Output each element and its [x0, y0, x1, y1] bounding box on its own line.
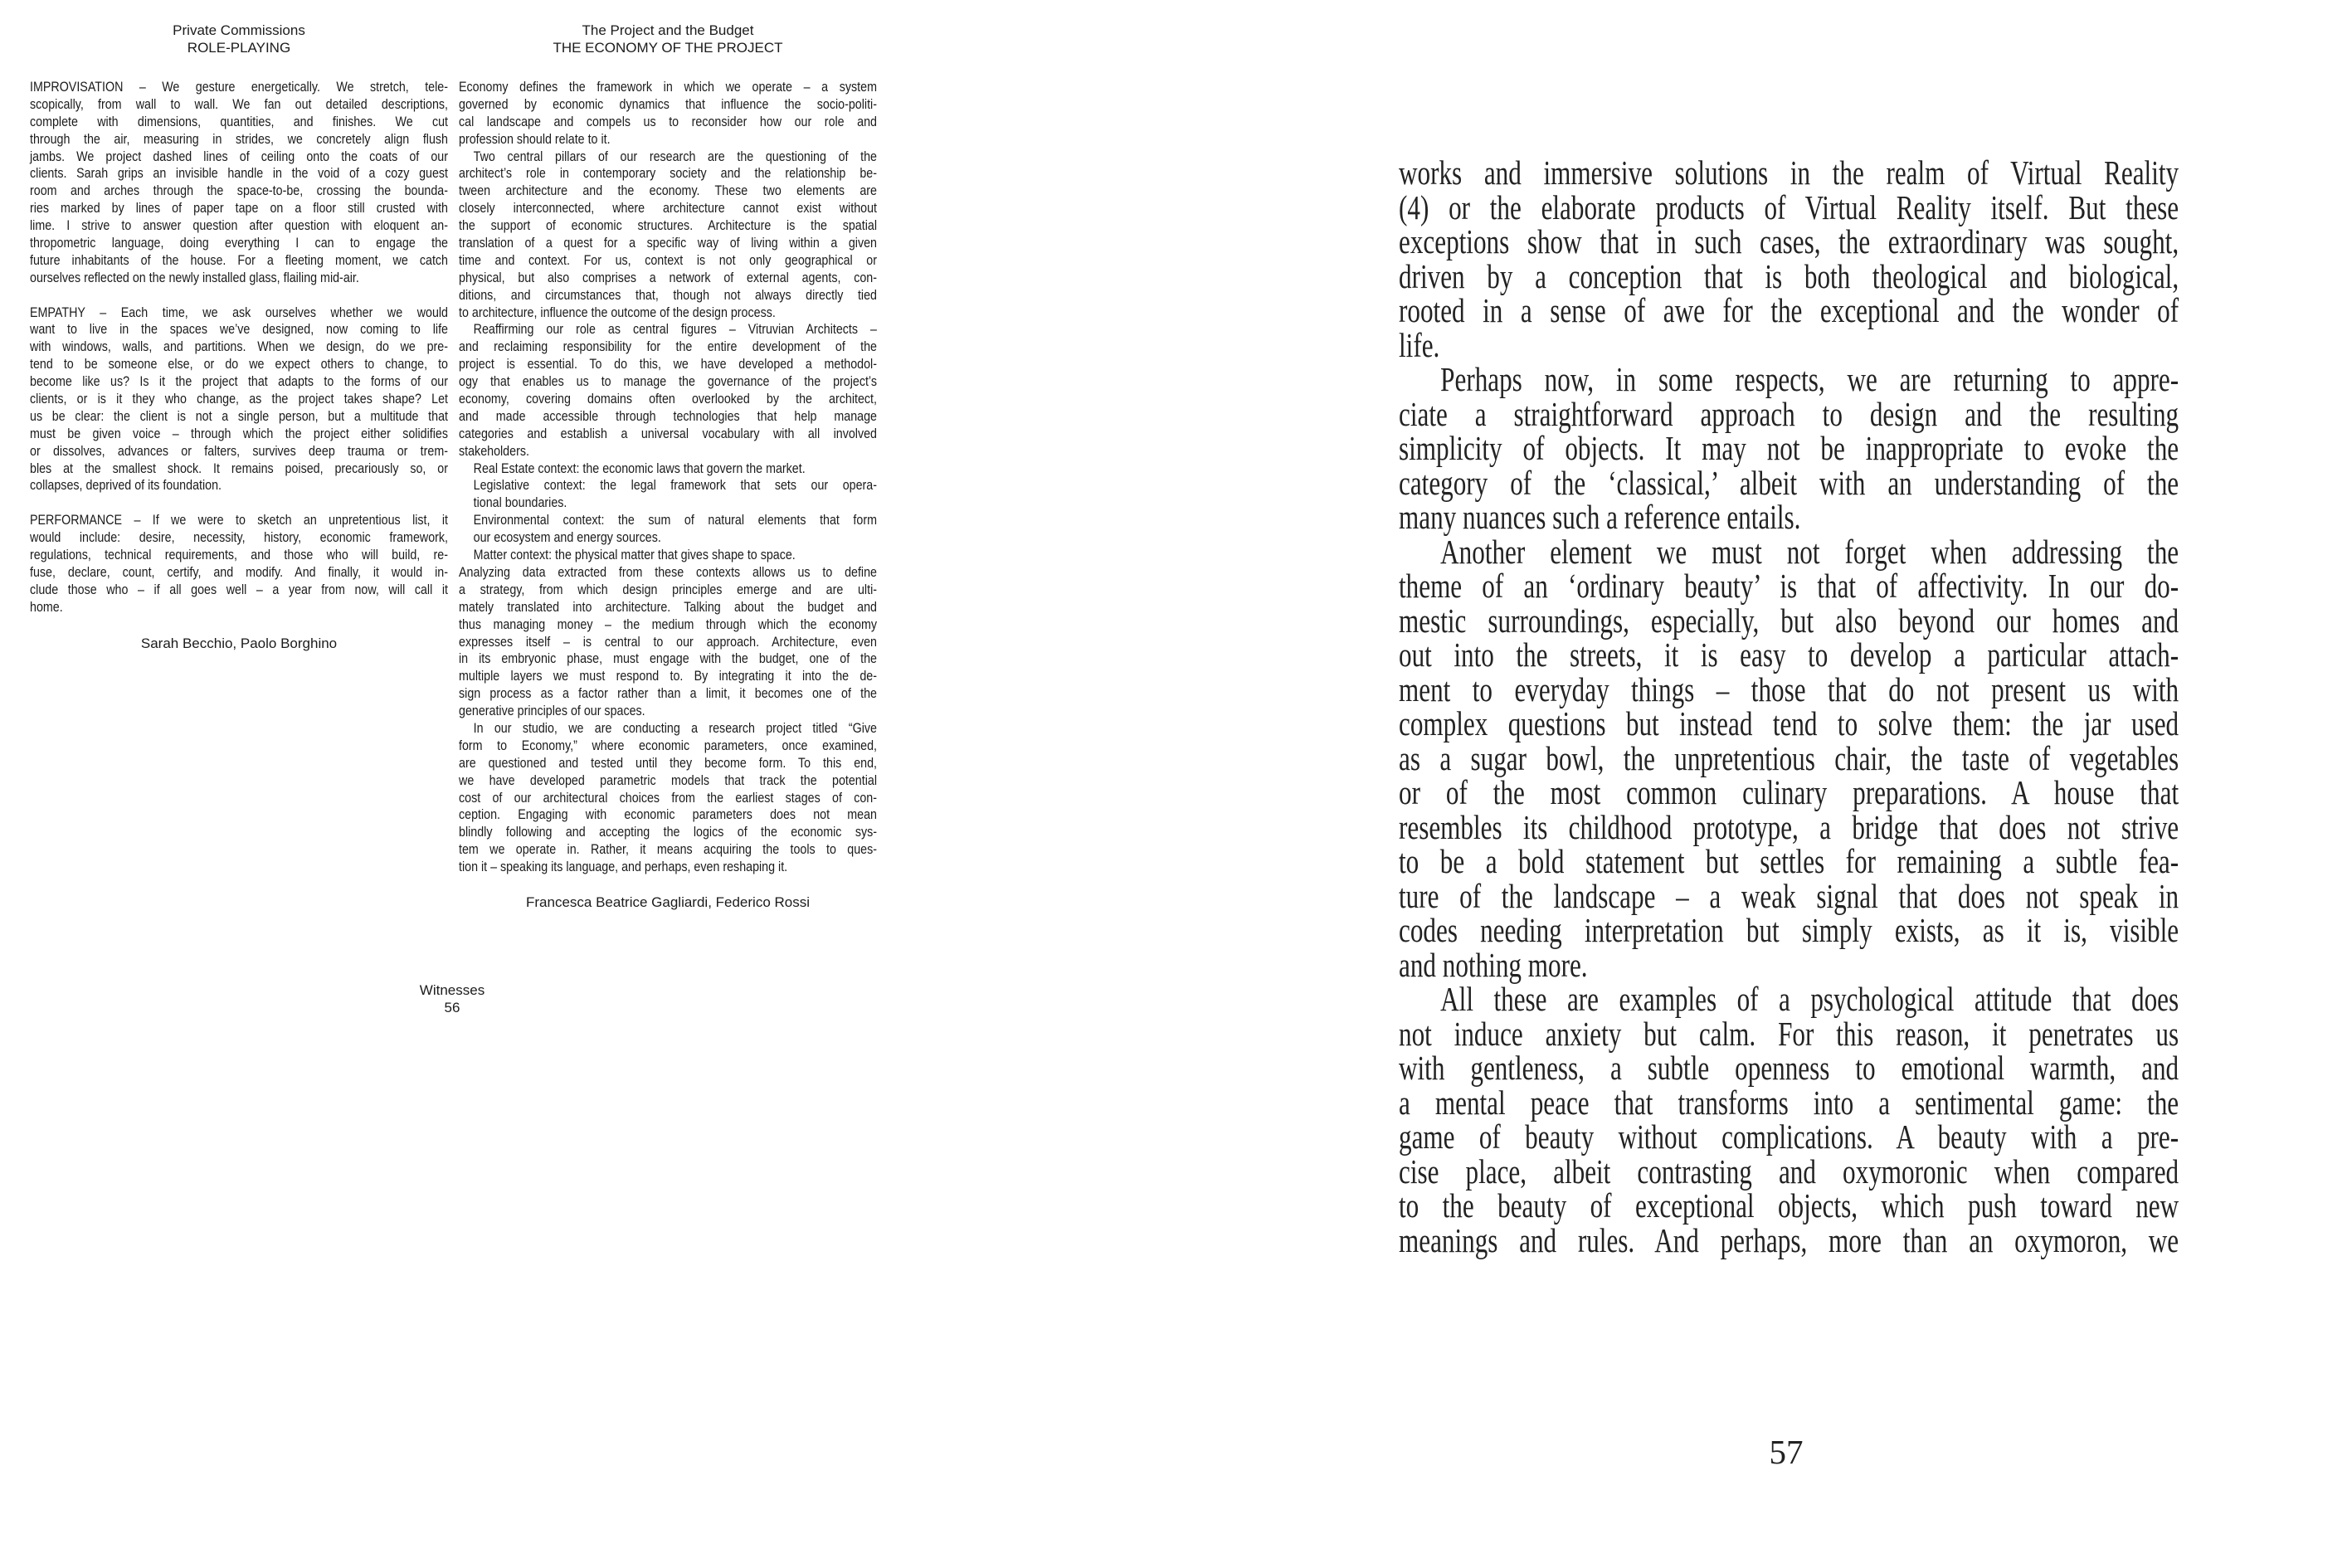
text-line: room and arches through the space-to-be, crossing the bounda- — [30, 183, 448, 199]
text-line: ditions, and circumstances that, though not always directly tied — [459, 286, 877, 303]
text-line: become like us? Is it the project that adapts to the forms of our — [30, 373, 448, 390]
section-header-economy — [459, 22, 877, 57]
paragraph — [30, 304, 448, 495]
text-line: lime. I strive to answer question after question with eloquent an- — [30, 217, 448, 234]
text-line: rooted in a sense of awe for the exceptional and the wonder of — [1399, 291, 2179, 329]
text-line: blindly following and accepting the logics of the economic sys- — [459, 824, 877, 840]
text-line: regulations, technical requirements, and those who will build, re- — [30, 547, 448, 563]
paragraph — [1399, 360, 2179, 536]
text-line: thus managing money – the medium through which the economy — [459, 616, 877, 632]
text-line: physical, but also comprises a network of external agents, con- — [459, 269, 877, 285]
text-line: complete with dimensions, quantities, and finishes. We cut — [30, 113, 448, 129]
text-line: with windows, walls, and partitions. When we design, do we pre- — [30, 338, 448, 355]
text-line: theme of an ‘ordinary beauty’ is that of affectivity. In our do- — [1399, 567, 2179, 605]
text-line: Matter context: the physical matter that gives shape to space. — [473, 547, 796, 563]
text-line: life. — [1399, 325, 1440, 364]
text-line: must be given voice – through which the project either solidifies — [30, 425, 448, 441]
text-line: ment to everyday things – those that do not present us with — [1399, 670, 2179, 709]
section-label: Private Commissions — [173, 22, 305, 38]
text-line: ception. Engaging with economic parameters does not mean — [459, 806, 877, 823]
text-line: tend to be someone else, or do we expect others to change, to — [30, 356, 448, 373]
text-line: Analyzing data extracted from these contexts allows us to define — [459, 563, 877, 580]
text-line: future inhabitants of the house. For a fleeting moment, we catch — [30, 251, 448, 268]
text-line: ture of the landscape – a weak signal that does not speak in — [1399, 876, 2179, 915]
text-line: expresses itself – is central to our approach. Architecture, even — [459, 633, 877, 650]
text-line: works and immersive solutions in the realm of Virtual Reality — [1399, 153, 2179, 192]
article-authors: Francesca Beatrice Gagliardi, Federico Rossi — [525, 894, 811, 910]
text-line: EMPATHY – Each time, we ask ourselves whether we would — [30, 304, 448, 320]
paragraph-spacer — [30, 494, 448, 512]
paragraph — [459, 512, 877, 547]
text-line: collapses, deprived of its foundation. — [30, 477, 222, 494]
text-line: and made accessible through technologies that help manage — [459, 407, 877, 424]
text-line: profession should relate to it. — [459, 130, 611, 147]
text-line: Environmental context: the sum of natural elements that form — [473, 512, 877, 528]
text-line: tem we operate in. Rather, it means acquiring the tools to ques- — [459, 841, 877, 858]
paragraph-spacer — [30, 287, 448, 304]
page-folio-left — [369, 982, 535, 1017]
text-line: to be a bold statement but settles for remaining a subtle fea- — [1399, 842, 2179, 880]
text-line: economy, covering domains often overlooked by the architect, — [459, 391, 877, 407]
text-line: tional boundaries. — [473, 494, 567, 511]
text-line: cise place, albeit contrasting and oxymoronic when compared — [1399, 1152, 2179, 1191]
text-line: cost of our architectural choices from the earliest stages of con- — [459, 789, 877, 806]
text-line: Two central pillars of our research are the questioning of the — [473, 148, 877, 164]
paragraph — [459, 149, 877, 322]
text-line: Perhaps now, in some respects, we are returning to appre- — [1440, 360, 2179, 398]
text-line: categories and establish a universal vocabulary with all involved — [459, 425, 877, 441]
paragraph — [1399, 153, 2179, 364]
text-line: project is essential. To do this, we have developed a methodol- — [459, 356, 877, 373]
text-line: stakeholders. — [459, 442, 529, 459]
paragraph — [459, 477, 877, 512]
text-line: many nuances such a reference entails. — [1399, 498, 1801, 536]
text-line: time and context. For us, context is not only geographical or — [459, 251, 877, 268]
text-line: in its embryonic phase, must engage with the budget, one of the — [459, 650, 877, 667]
text-line: ogy that enables us to manage the governance of the project’s — [459, 373, 877, 390]
paragraph — [459, 564, 877, 720]
text-line: category of the ‘classical,’ albeit with an understanding of the — [1399, 463, 2179, 502]
text-line: codes needing interpretation but simply exists, as it is, visible — [1399, 911, 2179, 949]
text-line: architect’s role in contemporary society and the relationship be- — [459, 165, 877, 182]
text-line: Reaffirming our role as central figures – Vitruvian Architects – — [473, 321, 877, 338]
text-line: scopically, from wall to wall. We fan out detailed descriptions, — [30, 95, 448, 112]
text-line: out into the streets, it is easy to develop a particular attach- — [1399, 635, 2179, 674]
text-line: home. — [30, 598, 63, 615]
text-line: the support of economic structures. Architecture is the spatial — [459, 217, 877, 234]
text-line: game of beauty without complications. A beauty with a pre- — [1399, 1118, 2179, 1156]
text-line: IMPROVISATION – We gesture energetically. We stretch, tele- — [30, 79, 448, 95]
page-number: 57 — [1769, 1433, 1804, 1471]
text-line: governed by economic dynamics that influence the socio-politi- — [459, 95, 877, 112]
text-line: and reclaiming responsibility for the entire development of the — [459, 338, 877, 355]
text-line: clients. Sarah grips an invisible handle in the void of a cozy guest — [30, 165, 448, 182]
text-line: a mental peace that transforms into a sentimental game: the — [1399, 1083, 2179, 1122]
text-line: we have developed parametric models that track the potential — [459, 772, 877, 788]
text-line: would include: desire, necessity, history, economic framework, — [30, 529, 448, 546]
essay-body — [1399, 153, 2352, 1259]
text-line: Real Estate context: the economic laws that govern the market. — [473, 460, 806, 476]
paragraph — [30, 512, 448, 616]
article-authors: Sarah Becchio, Paolo Borghino — [140, 635, 338, 651]
section-label: The Project and the Budget — [582, 22, 754, 38]
text-line: meanings and rules. And perhaps, more than an oxymoron, we — [1399, 1220, 2179, 1259]
text-line: through the air, measuring in strides, we concretely align flush — [30, 130, 448, 147]
text-line: translation of a quest for a specific way of living within a given — [459, 235, 877, 251]
text-line: simplicity of objects. It may not be inappropriate to evoke the — [1399, 429, 2179, 467]
text-line: with gentleness, a subtle openness to emotional warmth, and — [1399, 1049, 2179, 1087]
text-line: or dissolves, advances or falters, survives deep trauma or trem- — [30, 442, 448, 459]
text-line: ries marked by lines of paper tape on a floor still crusted with — [30, 200, 448, 217]
text-line: clients, or is it they who change, as the project takes shape? Let — [30, 391, 448, 407]
section-header-role-playing — [30, 22, 448, 57]
text-line: (4) or the elaborate products of Virtual Reality itself. But these — [1399, 187, 2179, 226]
text-line: our ecosystem and energy sources. — [473, 529, 661, 546]
text-line: to the beauty of exceptional objects, which push toward new — [1399, 1186, 2179, 1225]
paragraph — [459, 460, 877, 478]
paragraph — [459, 321, 877, 460]
text-line: ciate a straightforward approach to design and the resulting — [1399, 394, 2179, 433]
text-line: us be clear: the client is not a single person, but a multitude that — [30, 407, 448, 424]
text-line: form to Economy,” where economic parameters, once examined, — [459, 737, 877, 753]
paragraph — [459, 547, 877, 564]
section-title: ROLE-PLAYING — [187, 40, 291, 56]
text-line: a strategy, from which design principles emerge and are ulti- — [459, 581, 877, 597]
paragraph — [30, 79, 448, 287]
paragraph — [459, 720, 877, 876]
paragraph — [459, 79, 877, 149]
text-line: cal landscape and compels us to reconsider how our role and — [459, 113, 877, 129]
text-line: Economy defines the framework in which we operate – a system — [459, 79, 877, 95]
text-line: In our studio, we are conducting a research project titled “Give — [473, 719, 877, 736]
text-line: jambs. We project dashed lines of ceiling onto the coats of our — [30, 148, 448, 164]
text-line: fuse, declare, count, certify, and modify. And finally, it would in- — [30, 563, 448, 580]
text-line: tween architecture and the economy. These two elements are — [459, 183, 877, 199]
text-line: clude those who – if all goes well – a year from now, will call it — [30, 581, 448, 597]
text-line: driven by a conception that is both theological and biological, — [1399, 256, 2179, 295]
text-line: exceptions show that in such cases, the extraordinary was sought, — [1399, 222, 2179, 261]
text-line: All these are examples of a psychological attitude that does — [1440, 980, 2179, 1018]
text-line: mestic surroundings, especially, but also beyond our homes and — [1399, 601, 2179, 640]
text-line: mately translated into architecture. Talking about the budget and — [459, 598, 877, 615]
text-line: closely interconnected, where architecture cannot exist without — [459, 200, 877, 217]
paragraph — [1399, 982, 2179, 1258]
text-line: PERFORMANCE – If we were to sketch an unpretentious list, it — [30, 512, 448, 528]
text-line: bles at the smallest shock. It remains poised, precariously so, or — [30, 460, 448, 476]
text-line: to architecture, influence the outcome of the design process. — [459, 304, 776, 320]
text-line: as a sugar bowl, the unpretentious chair, the taste of vegetables — [1399, 738, 2179, 777]
text-line: thropometric language, doing everything I can to engage the — [30, 235, 448, 251]
text-line: resembles its childhood prototype, a bridge that does not strive — [1399, 807, 2179, 846]
running-footer: Witnesses — [419, 982, 485, 998]
text-line: sign process as a factor rather than a limit, it becomes one of the — [459, 685, 877, 702]
text-line: and nothing more. — [1399, 945, 1588, 984]
text-line: Legislative context: the legal framework that sets our opera- — [473, 477, 877, 494]
article-column-role-playing — [30, 79, 528, 616]
text-line: generative principles of our spaces. — [459, 703, 645, 719]
text-line: not induce anxiety but calm. For this reason, it penetrates us — [1399, 1014, 2179, 1053]
text-line: want to live in the spaces we’ve designed, now coming to life — [30, 321, 448, 338]
text-line: or of the most common culinary preparations. A house that — [1399, 773, 2179, 811]
page-number: 56 — [444, 999, 460, 1015]
text-line: complex questions but instead tend to solve them: the jar used — [1399, 704, 2179, 743]
section-title: THE ECONOMY OF THE PROJECT — [553, 40, 783, 56]
text-line: ourselves reflected on the newly installed glass, flailing mid-air. — [30, 269, 359, 285]
text-line: tion it – speaking its language, and perhaps, even reshaping it. — [459, 859, 788, 875]
text-line: Another element we must not forget when addressing the — [1440, 532, 2179, 571]
paragraph — [1399, 532, 2179, 984]
text-line: multiple layers we must respond to. By integrating it into the de- — [459, 668, 877, 684]
text-line: are questioned and tested until they become form. To this end, — [459, 754, 877, 771]
article-column-economy — [459, 79, 957, 876]
